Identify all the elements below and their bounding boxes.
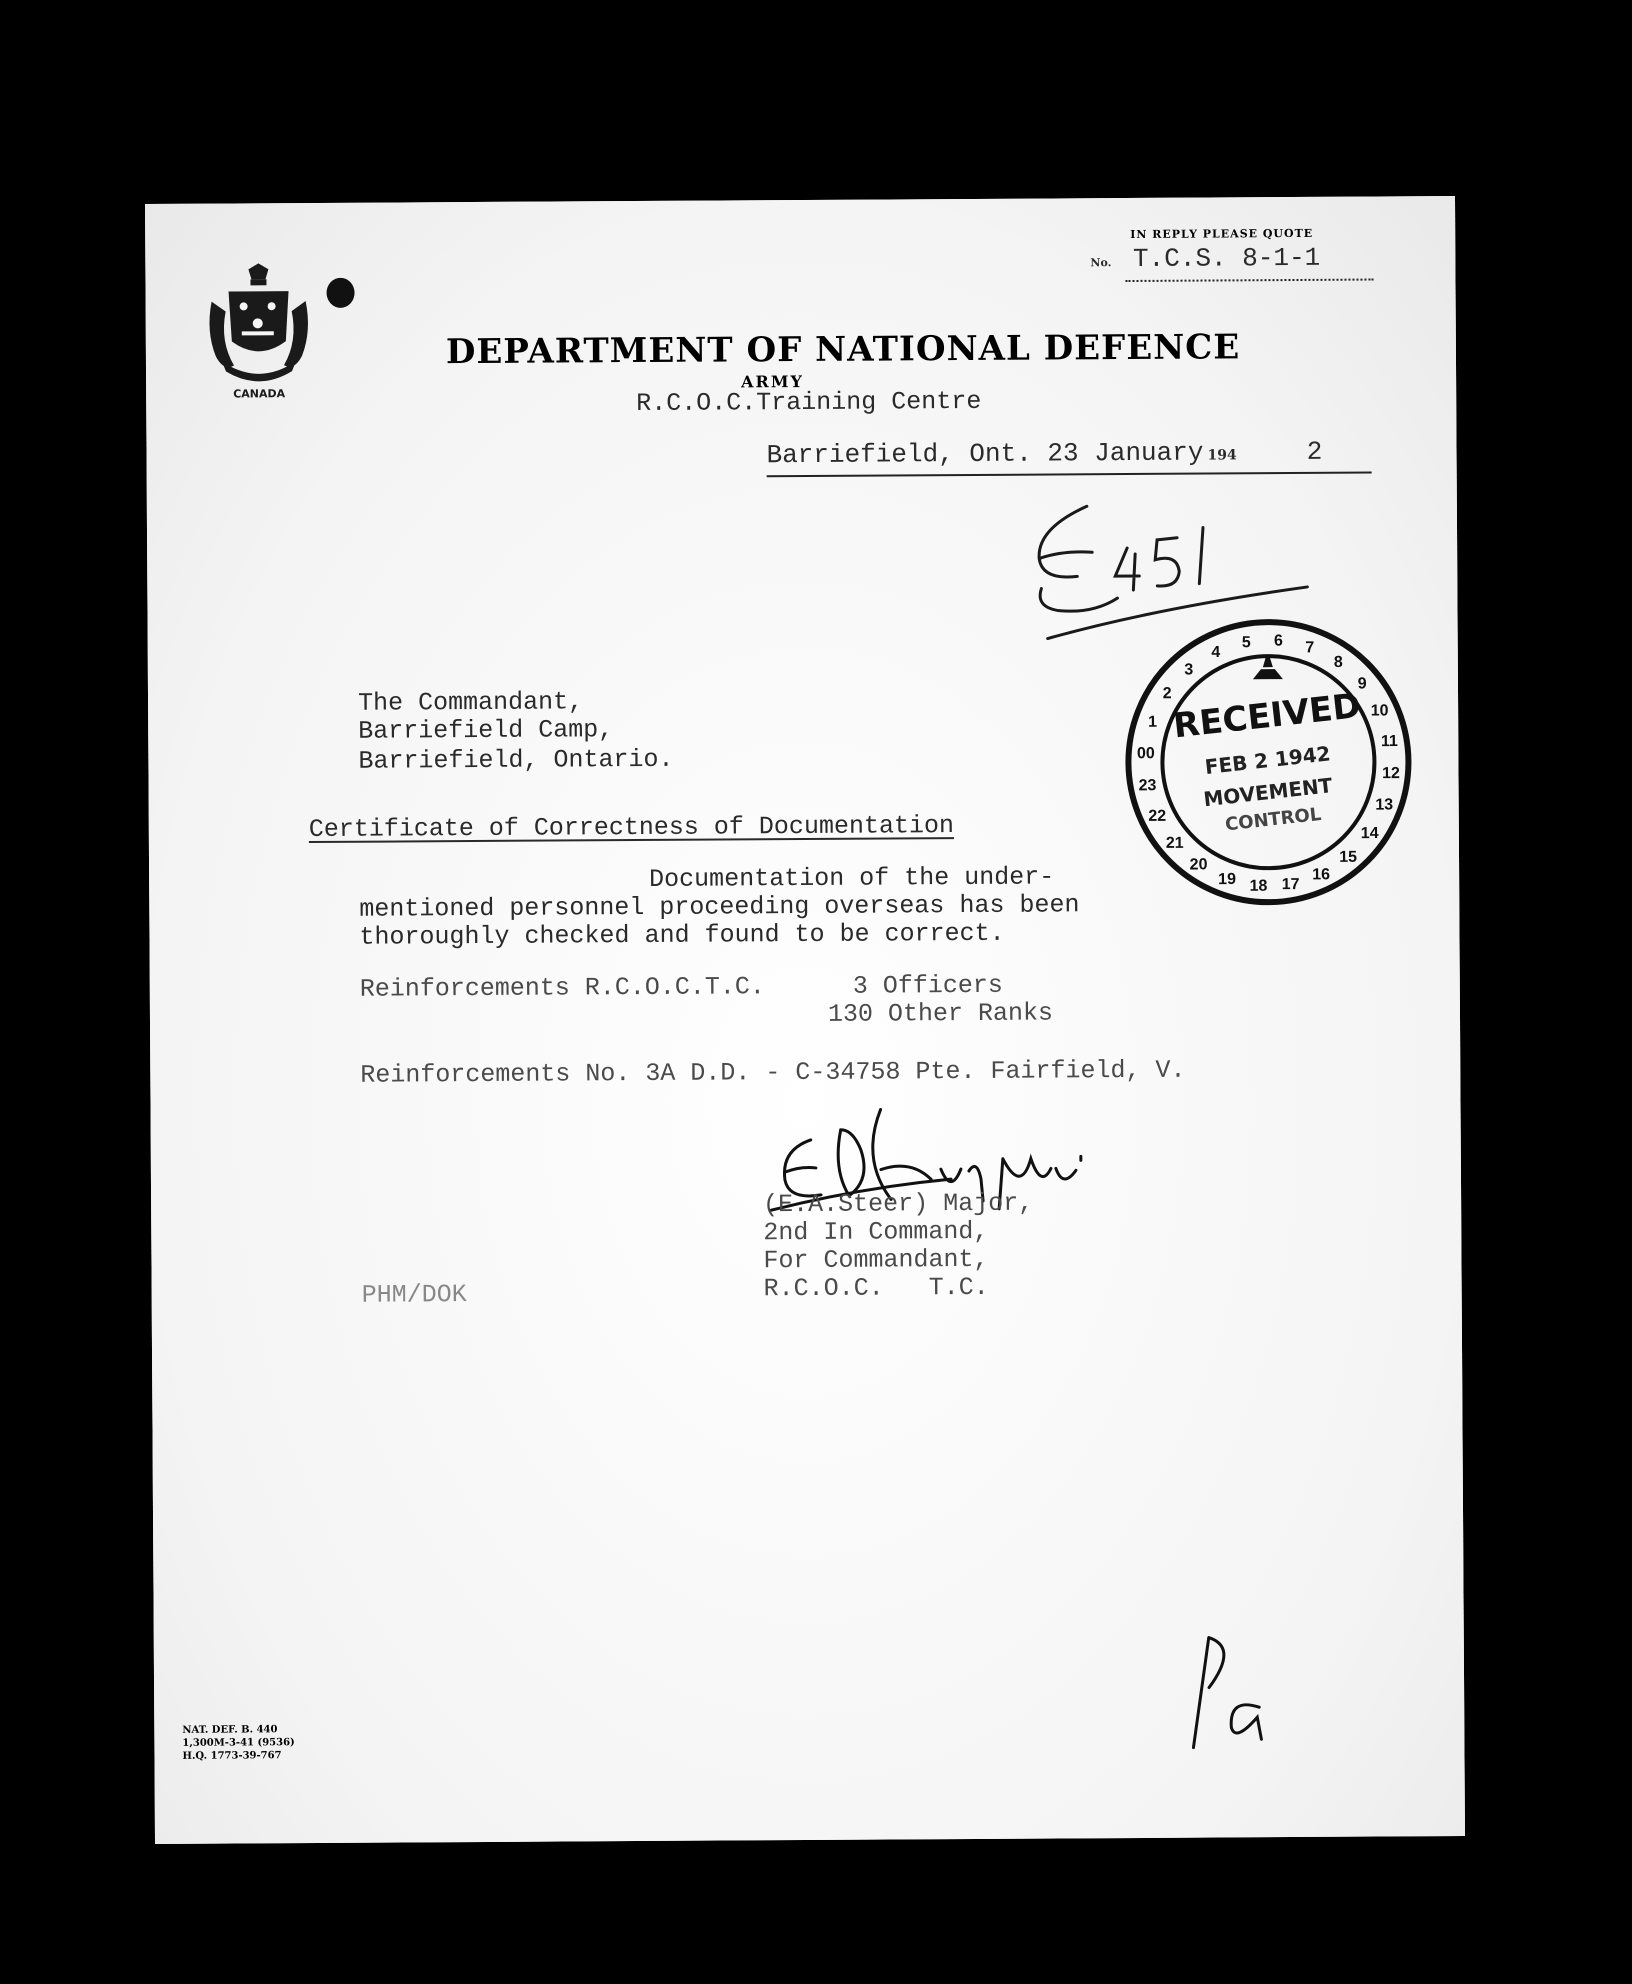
stamp-ring-number: 9 (1357, 675, 1367, 693)
stamp-ring-number: 7 (1305, 639, 1315, 657)
stamp-ring-number: 6 (1273, 632, 1283, 650)
stamp-ring-number: 12 (1382, 765, 1400, 783)
signatory-title1: 2nd In Command, (763, 1216, 989, 1248)
form-footer (182, 1723, 295, 1763)
reply-underline (1125, 279, 1373, 283)
reply-number: T.C.S. 8-1-1 (1132, 242, 1321, 274)
signatory-title2: For Commandant, (763, 1244, 989, 1276)
date-rule (767, 472, 1372, 478)
reply-reference (1090, 243, 1320, 274)
stamp-ring-number: 23 (1138, 777, 1157, 795)
unit-name: R.C.O.C.Training Centre (636, 386, 982, 419)
canada-crest-icon (203, 261, 314, 402)
stamp-ring-number: 1 (1148, 713, 1158, 731)
stamp-ring-number: 18 (1249, 877, 1268, 895)
document-page (145, 196, 1465, 1844)
handwritten-mark (1179, 1627, 1290, 1758)
footer-line3: H.Q. 1773-39-767 (182, 1750, 282, 1762)
stamp-ring-number: 00 (1136, 745, 1155, 763)
stamp-line2: CONTROL (1224, 803, 1323, 836)
addressee-line2: Barriefield Camp, (358, 715, 614, 746)
stamp-ring-number: 22 (1148, 807, 1167, 825)
stamp-ring-number: 19 (1218, 870, 1236, 889)
reply-label: IN REPLY PLEASE QUOTE (1130, 226, 1314, 241)
stamp-ring-number: 17 (1281, 876, 1300, 894)
reinforcements-individual: Reinforcements No. 3A D.D. - C-34758 Pte. Fairfield, V. (360, 1055, 1186, 1090)
dateline (766, 437, 1322, 470)
stamp-ring-number: 4 (1211, 643, 1221, 662)
stamp-date: FEB 2 1942 (1203, 741, 1332, 780)
date-text: Barriefield, Ont. 23 January (766, 437, 1204, 471)
year-suffix: 2 (1306, 436, 1323, 467)
stamp-ring-number: 21 (1165, 834, 1184, 852)
branch-label: ARMY (741, 371, 805, 392)
crest-caption: CANADA (233, 387, 286, 401)
signatory-name: (E.A.Steer) Major, (763, 1188, 1034, 1220)
stamp-ring-number: 3 (1184, 661, 1194, 679)
ink-blot-icon (320, 273, 360, 313)
stamp-ring-number: 11 (1380, 732, 1398, 751)
stamp-ring-number: 15 (1339, 848, 1358, 866)
stamp-ring-number: 10 (1370, 702, 1389, 720)
reinforcements-other-ranks: 130 Other Ranks (827, 998, 1054, 1029)
stamp-ring-number: 8 (1333, 653, 1343, 671)
footer-line1: NAT. DEF. B. 440 (182, 1724, 278, 1736)
signatory-title3: R.C.O.C. T.C. (763, 1272, 989, 1304)
body-line1: Documentation of the under- (649, 862, 1055, 894)
stamp-ring-number: 5 (1241, 634, 1251, 652)
reinforcements-officers: 3 Officers (852, 970, 1003, 1001)
stamp-ring-number: 13 (1375, 796, 1394, 814)
footer-line2: 1,300M-3-41 (9536) (182, 1737, 295, 1749)
stamp-ring-number: 14 (1360, 824, 1379, 843)
stamp-line1: MOVEMENT (1202, 773, 1334, 812)
year-prefix: 194 (1207, 447, 1237, 464)
subject-line: Certificate of Correctness of Documentation (308, 811, 955, 845)
body-line2: mentioned personnel proceeding overseas has been (359, 890, 1080, 924)
department-title: DEPARTMENT OF NATIONAL DEFENCE (445, 327, 1241, 373)
reply-no-prefix: No. (1090, 256, 1112, 270)
reference-initials: PHM/DOK (361, 1280, 467, 1310)
stamp-ring-number: 20 (1189, 856, 1208, 874)
received-stamp (1123, 616, 1415, 908)
addressee-line3: Barriefield, Ontario. (358, 744, 674, 776)
stamp-ring-number: 16 (1312, 866, 1331, 884)
stamp-received: RECEIVED (1171, 685, 1363, 747)
stamp-ring-number: 2 (1162, 685, 1172, 703)
body-line3: thoroughly checked and found to be correct. (359, 918, 1005, 952)
crown-icon (1253, 657, 1283, 679)
addressee-line1: The Commandant, (357, 687, 584, 718)
reinforcements-unit: Reinforcements R.C.O.C.T.C. (359, 972, 765, 1004)
